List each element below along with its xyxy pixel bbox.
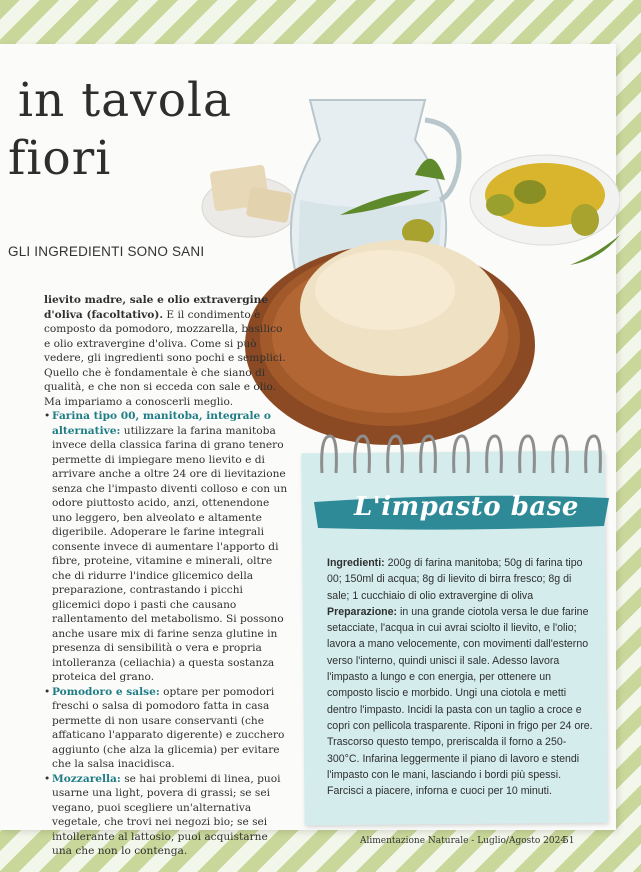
spiral-binding-icon xyxy=(310,428,610,478)
article-body xyxy=(44,293,288,859)
preparation-text: in una grande ciotola versa le due farine setacciate, l'acqua in cui avrai sciolto il lievito, e l'olio; lavora a mano velocemente, con movimenti dall'esterno verso l'interno, quindi unisci il sale. Adesso lavora l'impasto a lungo e con energia, per ottenere un composto liscio e morbido. Ungi una ciotola e metti dentro l'impasto. Incidi la pasta con un taglio a croce e copri con pellicola trasparente. Riponi in frigo per 24 ore. Trascorso questo tempo, preriscalda il forno a 250-300°C. Infarina leggermente il piano di lavoro e stendi l'impasto con le mani, lasciando i bordi più spessi. Farcisci a piacere, inforna e cuoci per 10 minuti. xyxy=(327,605,593,798)
title-line-1: in tavola xyxy=(18,73,233,128)
page-number: 51 xyxy=(563,836,575,846)
intro-bold: lievito madre, sale e olio extravergine d'oliva (facoltativo). xyxy=(44,294,269,321)
recipe-text xyxy=(327,555,595,799)
ingredients-text: 200g di farina manitoba; 50g di farina tipo 00; 150ml di acqua; 8g di lievito di birra fresco; 8g di sale; 1 cucchiaio di olio extravergine di oliva xyxy=(327,557,583,602)
list-item xyxy=(44,772,288,859)
bullet-label: Mozzarella: xyxy=(52,772,121,785)
bullet-icon: • xyxy=(44,685,51,698)
bullet-icon: • xyxy=(44,410,51,422)
list-item xyxy=(44,685,288,772)
title-line-2: fiori xyxy=(8,131,112,186)
section-subtitle: GLI INGREDIENTI SONO SANI xyxy=(8,244,205,259)
bullet-text: se hai problemi di linea, puoi usarne una light, povera di grassi; se sei vegano, puoi scegliere un'alternativa vegetale, che trovi nei negozi bio; se sei intollerante al lattosio, puoi acquistarne una che non lo contenga. xyxy=(52,772,281,857)
preparation-paragraph xyxy=(327,604,595,800)
bullet-icon: • xyxy=(44,772,51,785)
magazine-footer: Alimentazione Naturale - Luglio/Agosto 2024 xyxy=(360,836,567,846)
recipe-heading: L'impasto base xyxy=(354,492,579,522)
preparation-label: Preparazione: xyxy=(327,605,398,618)
bullet-text: optare per pomodori freschi o salsa di pomodoro fatta in casa permette di non usare conservanti (che affaticano l'apparato digerente) e zucchero aggiunto (che alza la glicemia) per evitare che la salsa inacidisca. xyxy=(52,685,285,770)
bullet-text: utilizzare la farina manitoba invece della classica farina di grano tenero permette di impiegare meno lievito e di arrivare anche a oltre 24 ore di lievitazione senza che l'impasto diventi colloso e con un odore piuttosto acido, anzi, ottenendone uno leggero, ben alveolato e altamente digeribile. Adoperare le farine integrali consente invece di aumentare l'apporto di fibre, proteine, vitamine e minerali, oltre che di ridurre l'indice glicemico della preparazione, contrastando i picchi glicemici dopo i pasti che causano rallentamento del metabolismo. Si possono anche usare mix di farine senza glutine in presenza di sensibilità o vera e propria intolleranza (celiachia) a questa sostanza proteica del grano. xyxy=(52,424,288,683)
intro-text: E il condimento è composto da pomodoro, mozzarella, basilico e olio extravergine d'oliva. Come si può vedere, gli ingredienti sono pochi e semplici. Quello che è fondamentale è che siano di qualità, e che non si ecceda con sale e olio. Ma impariamo a conoscerli meglio. xyxy=(44,308,286,408)
bullet-label: Pomodoro e salse: xyxy=(52,685,160,698)
ingredients-label: Ingredienti: xyxy=(327,557,385,569)
intro-paragraph xyxy=(44,293,288,409)
list-item xyxy=(44,409,288,685)
ingredients-paragraph xyxy=(327,555,595,604)
bullet-label: Farina tipo 00, manitoba, integrale o alternative: xyxy=(52,410,272,437)
